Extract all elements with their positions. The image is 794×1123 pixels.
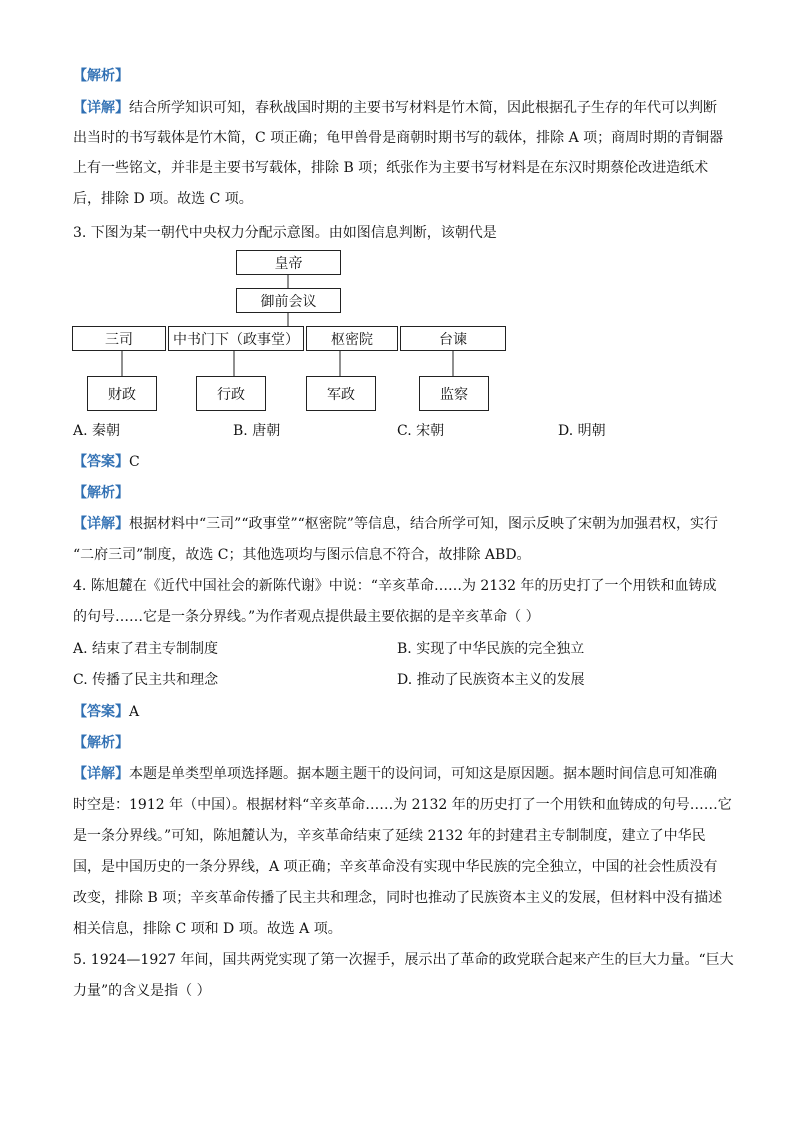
detail-text: 本题是单类型单项选择题。据本题主题干的设问词，可知这是原因题。据本题时间信息可知准确 [129,766,717,782]
q3-option-c: C. 宋朝 [397,423,445,439]
q3-option-d: D. 明朝 [558,423,606,439]
detail-text: 时空是：1912 年（中国）。根据材料“辛亥革命……为 2132 年的历史打了一个用铁和血铸成的句号……它 [73,797,732,813]
question-5-stem: 5. 1924—1927 年间，国共两党实现了第一次握手，展示出了革命的政党联合起来产生的巨大力量。“巨大 [73,952,734,968]
detail-text: 是一条分界线。”可知，陈旭麓认为，辛亥革命结束了延续 2132 年的封建君主专制制度，建立了中华民 [73,828,706,844]
analysis-label: 【解析】 [73,68,129,84]
function-box-military: 军政 [306,376,376,411]
analysis-label: 【解析】 [73,735,129,751]
detail-text: 出当时的书写载体是竹木简，C 项正确；龟甲兽骨是商朝时期书写的载体，排除 A 项；商周时期的青铜器 [73,130,724,146]
detail-text: 结合所学知识可知，春秋战国时期的主要书写材料是竹木简，因此根据孔子生存的年代可以判断 [129,100,717,116]
q3-option-b: B. 唐朝 [233,423,281,439]
function-box-finance: 财政 [87,376,157,411]
detail-paragraph-line [73,764,717,784]
detail-text: 根据材料中“三司”“政事堂”“枢密院”等信息，结合所学可知，图示反映了宋朝为加强君权，实行 [129,516,718,532]
branch-box-taijian: 台谏 [400,326,506,351]
q4-option-b: B. 实现了中华民族的完全独立 [397,641,585,657]
answer-label: 【答案】 [73,454,129,470]
detail-paragraph-line [73,514,718,534]
q4-option-a: A. 结束了君主专制制度 [73,641,219,657]
detail-text: 国，是中国历史的一条分界线，A 项正确；辛亥革命没有实现中华民族的完全独立，中国的社会性质没有 [73,859,718,875]
branch-box-zhongshu: 中书门下（政事堂） [168,326,304,351]
detail-text: “二府三司”制度，故选 C；其他选项均与图示信息不符合，故排除 ABD。 [73,547,531,563]
detail-label: 【详解】 [73,516,129,532]
answer-value: A [129,704,140,720]
q4-option-c: C. 传播了民主共和理念 [73,672,219,688]
branch-box-shumiyuan: 枢密院 [306,326,398,351]
q3-answer [73,452,140,472]
detail-label: 【详解】 [73,766,129,782]
detail-text: 后，排除 D 项。故选 C 项。 [73,191,253,207]
imperial-council-box: 御前会议 [236,288,341,313]
emperor-box: 皇帝 [236,250,341,275]
q4-option-d: D. 推动了民族资本主义的发展 [397,672,585,688]
answer-label: 【答案】 [73,704,129,720]
analysis-label: 【解析】 [73,485,129,501]
question-5-stem: 力量”的含义是指（ ） [73,983,211,999]
function-box-supervision: 监察 [419,376,489,411]
detail-text: 上有一些铭文，并非是主要书写载体，排除 B 项；纸张作为主要书写材料是在东汉时期蔡伦改进造纸术 [73,160,709,176]
detail-text: 改变，排除 B 项；辛亥革命传播了民主共和理念，同时也推动了民族资本主义的发展，但材料中没有描述 [73,890,723,906]
question-4-stem: 4. 陈旭麓在《近代中国社会的新陈代谢》中说：“辛亥革命……为 2132 年的历史打了一个用铁和血铸成 [73,578,717,594]
branch-box-sansi: 三司 [72,326,166,351]
q4-answer [73,702,139,722]
answer-value: C [129,454,140,470]
question-4-stem: 的句号……它是一条分界线。”为作者观点提供最主要依据的是辛亥革命（ ） [73,609,540,625]
diagram-connectors [0,0,794,420]
function-box-administration: 行政 [196,376,266,411]
question-3-stem: 3. 下图为某一朝代中央权力分配示意图。由如图信息判断，该朝代是 [73,225,497,241]
detail-text: 相关信息，排除 C 项和 D 项。故选 A 项。 [73,921,342,937]
detail-label: 【详解】 [73,100,129,116]
q3-option-a: A. 秦朝 [73,423,121,439]
